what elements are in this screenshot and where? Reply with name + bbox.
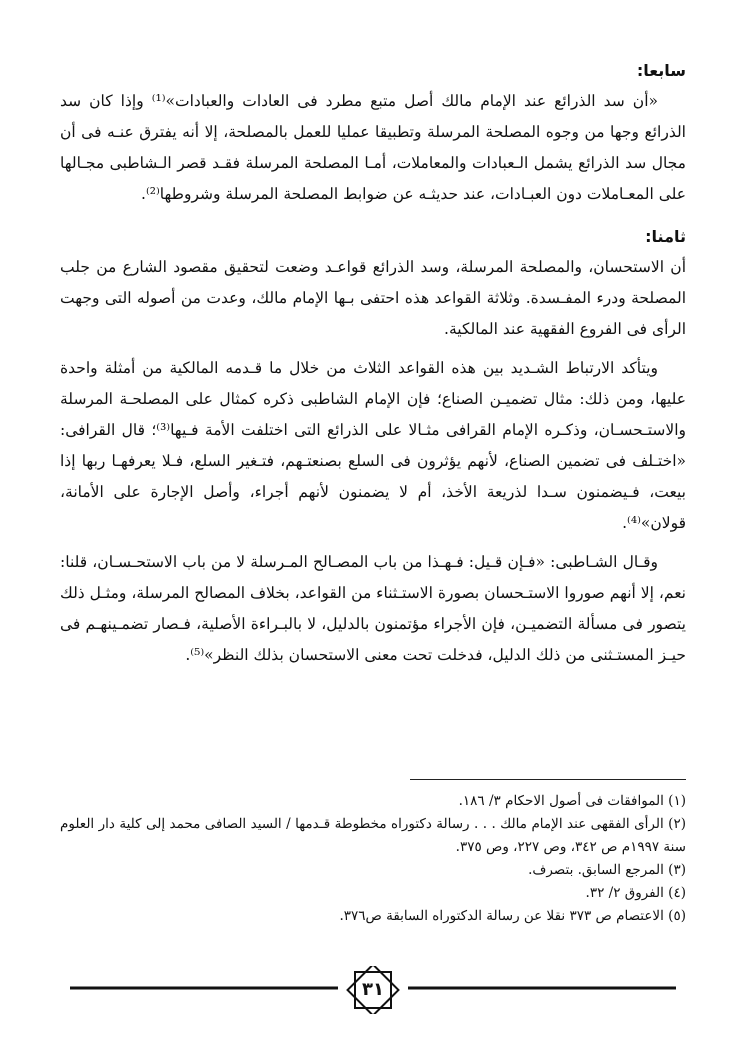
page-body — [60, 48, 686, 671]
section-heading-eighth: ثامنا: — [645, 227, 686, 246]
page-footer — [70, 966, 676, 1014]
footnote-5: (٥) الاعتصام ص ٣٧٣ نقلا عن رسالة الدكتوراه السابقة ص٣٧٦. — [339, 908, 686, 924]
footnote-divider — [410, 779, 686, 780]
footnote-3: (٣) المرجع السابق. بتصرف. — [528, 862, 686, 878]
footnotes — [60, 790, 686, 928]
section-heading-seventh: سابعا: — [636, 61, 686, 80]
page-number: ٣١ — [362, 979, 384, 1000]
paragraph-seventh: «أن سد الذرائع عند الإمام مالك أصل متبع مطرد فى العادات والعبادات»⁽¹⁾ وإذا كان سد الذرائع وجها من وجوه المصلحة المرسلة وتطبيقا عمليا للعمل بالمصلحة، إلا أنه يفترق عنـه فى أن مجال سد الذرائع يشمل الـعبادات والمعاملات، أمـا المصلحة المرسلة فقـد قصر الـشاطبى مجـالها على المعـاملات دون العبـادات، عند حديثـه عن ضوابط المصلحة المرسلة وشروطها⁽²⁾. — [60, 92, 686, 203]
paragraph-eighth-2: ويتأكد الارتباط الشـديد بين هذه القواعد الثلاث من خلال ما قـدمه المالكية من أمثلة واحدة عليها، ومن ذلك: مثال تضميـن الصناع؛ فإن الإمام الشاطبى ذكره كمثال على المصلحـة المرسلة والاستـحسـان، وذكـره الإمام القرافى مثـالا على الذرائع التى اختلفت الأمة فـيها⁽³⁾؛ قال القرافى: «اختـلف فى تضمين الصناع، لأنهم يؤثرون فى السلع بصنعتـهم، فتـغير السلع، فـلا يعرفهـا ربها إذا بيعت، فـيضمنون سـدا لذريعة الأخذ، أم لا يضمنون لأنهم أجراء، وأصل الإجارة على الأمانة، قولان»⁽⁴⁾. — [60, 359, 686, 532]
footnote-2: (٢) الرأى الفقهى عند الإمام مالك . . . رسالة دكتوراه مخطوطة قـدمها / السيد الصافى محمد إلى كلية دار العلوم سنة ١٩٩٧م ص ٣٤٢، وص ٢٢٧، وص ٣٧٥. — [60, 816, 686, 855]
footnote-1: (١) الموافقات فى أصول الاحكام ٣/ ١٨٦. — [458, 793, 686, 809]
paragraph-eighth-3: وقـال الشـاطبى: «فـإن قـيل: فـهـذا من باب المصـالح المـرسلة لا من باب الاستحـسـان، قلنا: نعم، إلا أنهم صوروا الاستـحسان بصورة الاستـثناء من القواعد، بخلاف المصالح المرسلة، ومثـل ذلك يتصور فى مسألة التضميـن، فإن الأجراء مؤتمنون بالدليل، لا بالبـراءة الأصلية، فـصار تضمـينهـم فى حيـز المستـثنى من ذلك الدليل، فدخلت تحت معنى الاستحسان بذلك النظر»⁽⁵⁾. — [60, 553, 686, 664]
paragraph-eighth-1: أن الاستحسان، والمصلحة المرسلة، وسد الذرائع قواعـد وضعت لتحقيق مقصود الشارع من جلب المصلحة ودرء المفـسدة. وثلاثة القواعد هذه احتفى بـها الإمام مالك، وعدت من أصوله التى وجهت الرأى فى الفروع الفقهية عند المالكية. — [60, 258, 686, 338]
footnote-4: (٤) الفروق ٢/ ٣٢. — [585, 885, 686, 901]
